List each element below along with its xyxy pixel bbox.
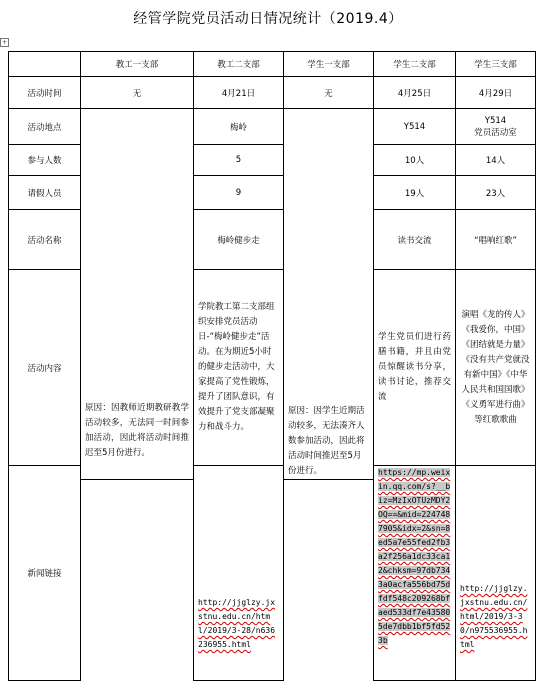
label-activity-name: 活动名称	[9, 210, 81, 270]
content-jg2: 学院教工第二支部组织安排党员活动日-“梅岭健步走”活动。在为期近5小时的健步走活动中，大家提高了党性锻炼，提升了团队意识，有效提升了党支部凝聚力和战斗力。	[198, 302, 275, 432]
time-xs3: 4月29日	[456, 77, 536, 109]
activity-name-xs2: 读书交流	[374, 210, 456, 270]
label-leave: 请假人员	[9, 176, 81, 210]
content-xs1: 原因：因学生近期活动较多，无法凑齐人数参加活动，因此将活动时间推迟至5月份进行。	[288, 406, 365, 477]
content-jg2-cell	[194, 270, 284, 466]
leave-xs3: 23人	[456, 176, 536, 210]
news-link-jg2[interactable]: http://jjglzy.jxstnu.edu.cn/html/2019/3-28/n636236955.html	[198, 598, 276, 649]
header-xs1: 学生一支部	[284, 52, 374, 77]
page-title: 经管学院党员活动日情况统计（2019.4）	[133, 11, 403, 27]
label-place: 活动地点	[9, 109, 81, 145]
content-xs3-cell	[456, 270, 536, 466]
header-row	[9, 52, 536, 77]
participants-jg2: 5	[194, 145, 284, 176]
label-time: 活动时间	[9, 77, 81, 109]
time-xs2: 4月25日	[374, 77, 456, 109]
label-news: 新闻链接	[9, 466, 81, 681]
time-xs1: 无	[284, 77, 374, 109]
activity-name-xs3: “唱响红歌”	[456, 210, 536, 270]
label-participants: 参与人数	[9, 145, 81, 176]
participants-xs3: 14人	[456, 145, 536, 176]
activity-name-jg2: 梅岭健步走	[194, 210, 284, 270]
row-place	[9, 109, 536, 145]
header-jg1: 教工一支部	[81, 52, 194, 77]
news-xs2-cell	[374, 466, 456, 681]
leave-xs2: 19人	[374, 176, 456, 210]
table-move-handle[interactable]: +	[1, 39, 8, 46]
header-xs2: 学生二支部	[374, 52, 456, 77]
header-corner	[9, 52, 81, 77]
label-content: 活动内容	[9, 270, 81, 466]
content-xs2-cell	[374, 270, 456, 466]
content-xs1-cell	[284, 109, 374, 480]
place-xs3	[456, 109, 536, 145]
leave-jg2: 9	[194, 176, 284, 210]
row-time	[9, 77, 536, 109]
header-xs3: 学生三支部	[456, 52, 536, 77]
time-jg1: 无	[81, 77, 194, 109]
place-xs3-room: Y514	[484, 115, 507, 126]
news-link-xs3[interactable]: http://jjglzy.jxstnu.edu.cn/html/2019/3-30/n975536955.html	[460, 584, 528, 649]
content-xs2: 学生党员们进行药膳书籍，并且由党员惊醒读书分享，读书讨论，推荐交流	[378, 332, 451, 402]
content-jg1-cell	[81, 109, 194, 480]
content-jg1: 原因：因教师近期教研教学活动较多，无法同一时间参加活动，因此将活动时间推迟至5月份进行。	[85, 403, 189, 459]
news-xs3-cell	[456, 466, 536, 681]
news-link-xs2[interactable]: https://mp.weixin.qq.com/s?__biz=MzIxOTUzMDY2OQ==&mid=2247487905&idx=2&sn=8ed5a7e55fed2fb3a2f256a1dc33ca12&chksm=97db7343a0acfa556bd75dfdf548c209268bfaed533df7e435805de7dbb1bf5fd523b	[378, 468, 451, 645]
place-jg2: 梅岭	[194, 109, 284, 145]
content-xs3: 演唱《龙的传人》《我爱你，中国》《团结就是力量》《没有共产党就没有新中国》《中华人民共和国国歌》《义勇军进行曲》等红歌歌曲	[461, 309, 530, 425]
header-jg2: 教工二支部	[194, 52, 284, 77]
place-xs2: Y514	[374, 109, 456, 145]
news-jg2-cell	[194, 466, 284, 681]
place-xs3-desc: 党员活动室	[474, 127, 517, 138]
participants-xs2: 10人	[374, 145, 456, 176]
time-jg2: 4月21日	[194, 77, 284, 109]
statistics-table	[8, 51, 536, 681]
